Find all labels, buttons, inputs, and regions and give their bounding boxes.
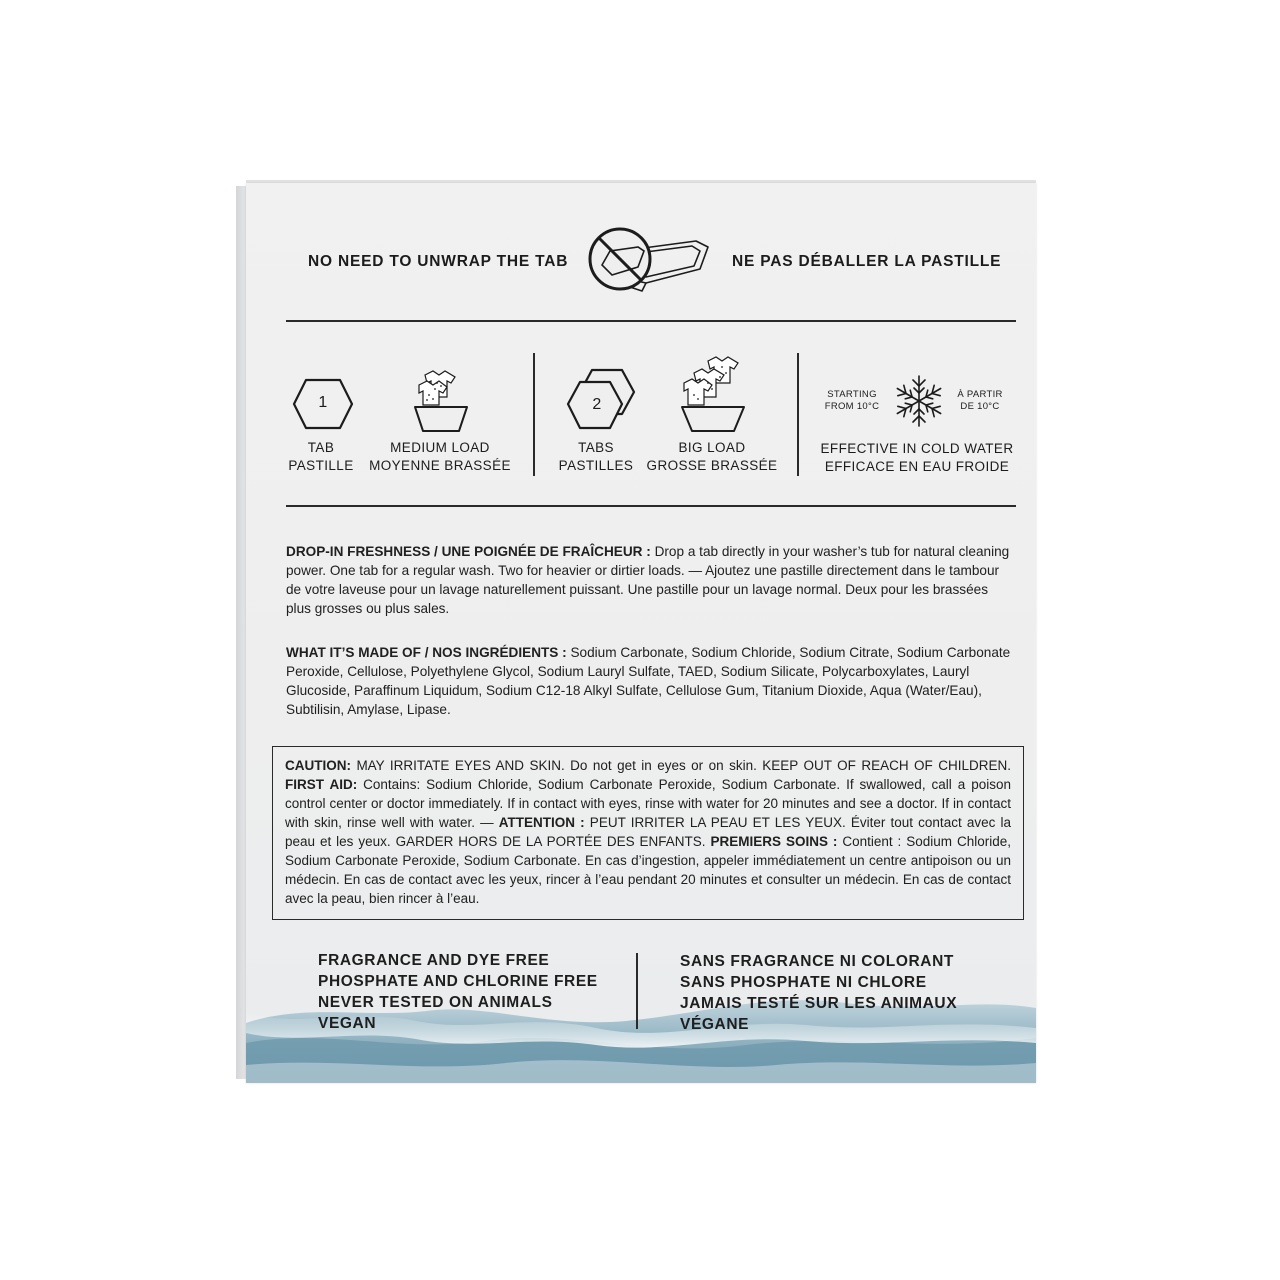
freshness-heading: DROP-IN FRESHNESS / UNE POIGNÉE DE FRAÎCHEUR : [286, 544, 651, 559]
cold-water-label: EFFECTIVE IN COLD WATER EFFICACE EN EAU FROIDE [820, 441, 1014, 474]
big-load-label: BIG LOAD GROSSE BRASSÉE [646, 440, 778, 473]
two-tabs-number: 2 [592, 396, 602, 413]
claim-fr: VÉGANE [680, 1016, 750, 1033]
freshness-text: Drop a tab directly in your washer’s tub for natural cleaning power. One tab for a regular wash. Two for heavier or dirtier loads. — Ajoutez une pastille directement dans le tambour de votre laveuse pour un lavage naturellement puissant. Une pastille pour un lavage normal. Deux pour les brassées plus grosses ou plus sales. [286, 544, 1010, 616]
premiers-soins-label: PREMIERS SOINS : [710, 834, 838, 849]
starting-temp-fr: À PARTIR DE 10°C [957, 389, 1003, 412]
claims-divider [636, 953, 638, 1029]
claim-en: VEGAN [318, 1015, 377, 1032]
no-unwrap-heading-fr: NE PAS DÉBALLER LA PASTILLE [732, 253, 1002, 270]
medium-load-label: MEDIUM LOAD MOYENNE BRASSÉE [369, 440, 511, 473]
caution-text: MAY IRRITATE EYES AND SKIN. Do not get in eyes or on skin. KEEP OUT OF REACH OF CHILDREN. [351, 758, 1011, 773]
starting-temp-en: STARTING FROM 10°C [824, 389, 880, 412]
ingredients-paragraph [286, 643, 1014, 719]
divider-col-2 [797, 353, 799, 476]
warning-box [272, 746, 1024, 920]
claim-en: PHOSPHATE AND CHLORINE FREE [318, 973, 598, 990]
premiers-soins-text: Contient : Sodium Chloride, Sodium Carbonate Peroxide, Sodium Carbonate. En cas d’ingestion, appeler immédiatement un centre antipoison ou un médecin. En cas de contact avec les yeux, rincer à l’eau pendant 20 minutes et consulter un médecin. En cas de contact avec la peau, bien rincer à l’eau. [285, 834, 1011, 906]
product-box-back [246, 183, 1036, 1083]
divider-top [286, 320, 1016, 322]
claims-list-en [318, 950, 598, 1034]
divider-col-1 [533, 353, 535, 476]
no-unwrap-heading-en: NO NEED TO UNWRAP THE TAB [308, 253, 569, 270]
claim-fr: SANS PHOSPHATE NI CHLORE [680, 974, 927, 991]
divider-middle [286, 505, 1016, 507]
attention-text: PEUT IRRITER LA PEAU ET LES YEUX. Éviter tout contact avec la peau et les yeux. GARDER HORS DE LA PORTÉE DES ENFANTS. [285, 815, 1011, 849]
big-load-icon [678, 353, 750, 435]
snowflake-icon [891, 373, 947, 429]
claim-en: FRAGRANCE AND DYE FREE [318, 952, 550, 969]
no-unwrap-icon [588, 221, 718, 301]
one-tab-number: 1 [318, 394, 328, 411]
claim-fr: SANS FRAGRANCE NI COLORANT [680, 953, 954, 970]
freshness-paragraph [286, 542, 1014, 618]
first-aid-text: Contains: Sodium Chloride, Sodium Carbonate Peroxide, Sodium Carbonate. If swallowed, call a poison control center or doctor immediately. If in contact with eyes, rinse with water for 20 minutes and see a doctor. If in contact with skin, rinse well with water. — [285, 777, 1011, 830]
claims-list-fr [680, 951, 957, 1035]
two-tabs-label: TABS PASTILLES [558, 440, 634, 473]
medium-load-icon [411, 353, 471, 435]
claim-en: NEVER TESTED ON ANIMALS [318, 994, 553, 1011]
one-tab-label: TAB PASTILLE [288, 440, 354, 473]
ingredients-heading: WHAT IT’S MADE OF / NOS INGRÉDIENTS : [286, 645, 567, 660]
first-aid-label: FIRST AID: [285, 777, 358, 792]
claim-fr: JAMAIS TESTÉ SUR LES ANIMAUX [680, 995, 958, 1012]
caution-label: CAUTION: [285, 758, 351, 773]
ingredients-text: Sodium Carbonate, Sodium Chloride, Sodium Citrate, Sodium Carbonate Peroxide, Cellulose, Polyethylene Glycol, Sodium Lauryl Sulfate, TAED, Sodium Silicate, Polycarboxylates, Lauryl Glucoside, Paraffinum Liquidum, Sodium C12-18 Alkyl Sulfate, Cellulose Gum, Titanium Dioxide, Aqua (Water/Eau), Subtilisin, Amylase, Lipase. [286, 645, 1011, 717]
attention-label: ATTENTION : [498, 815, 585, 830]
